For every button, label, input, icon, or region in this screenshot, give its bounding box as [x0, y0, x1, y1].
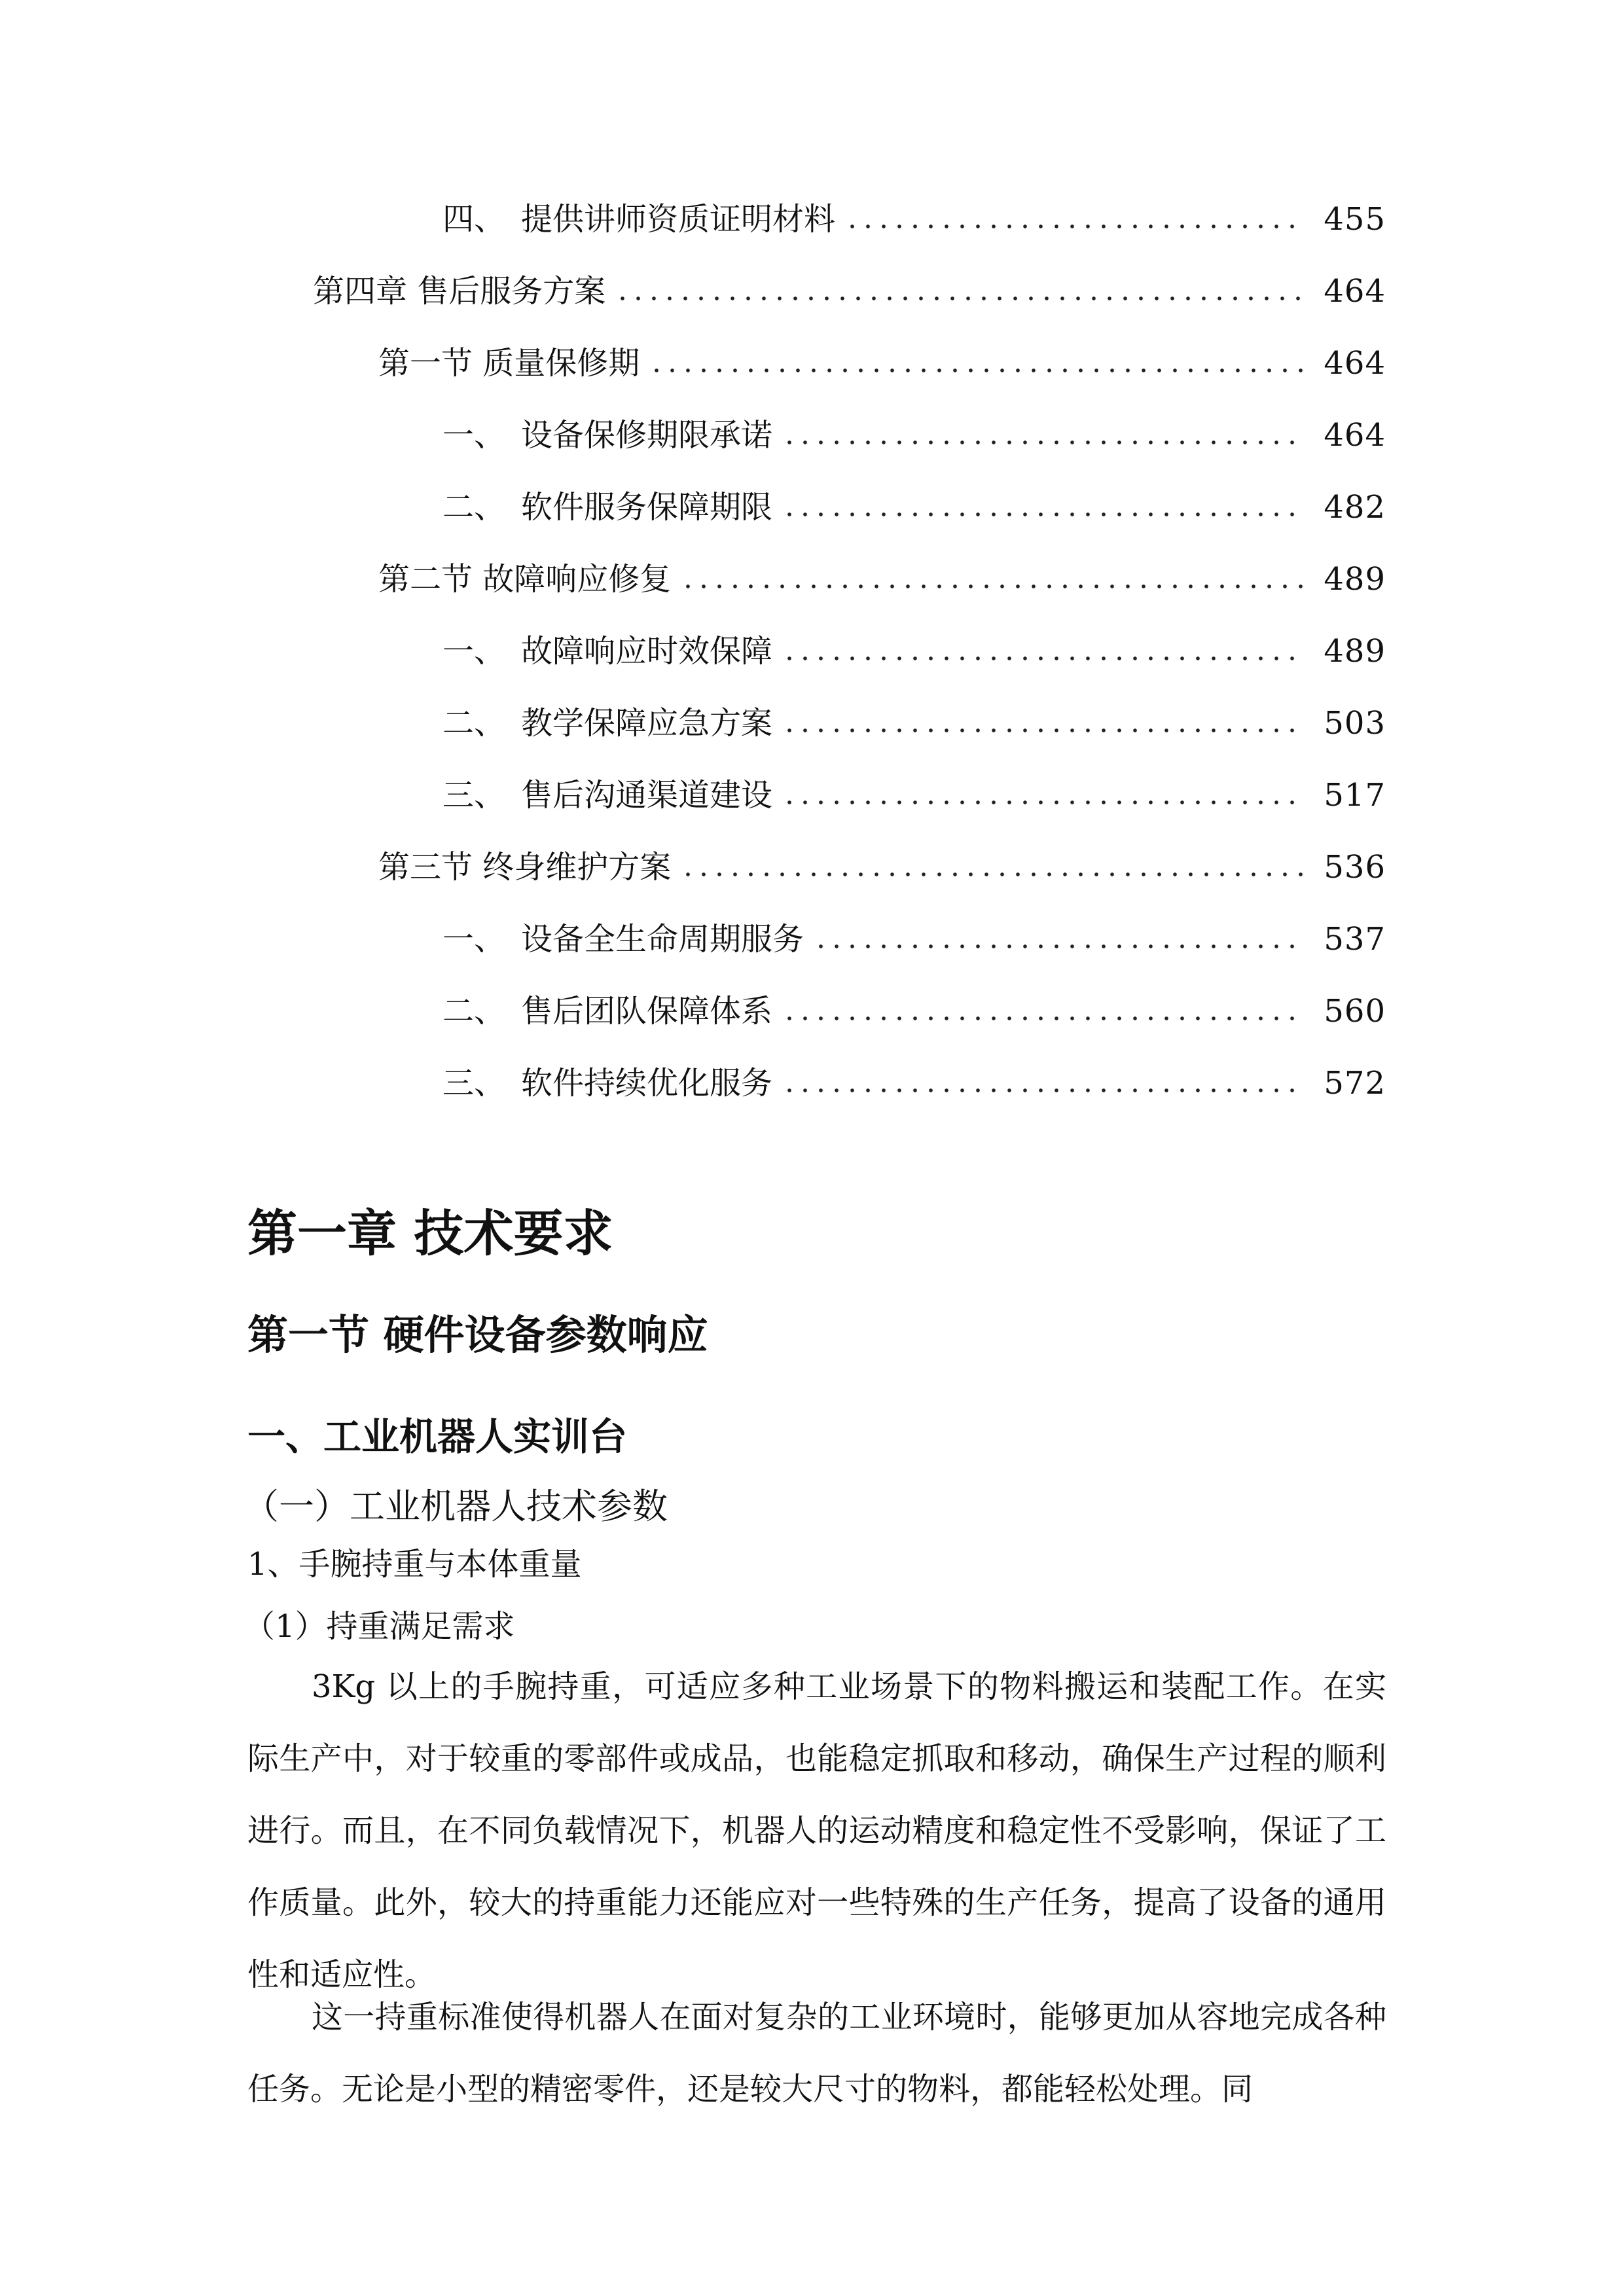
toc-entry[interactable]: [442, 769, 1386, 821]
toc-entry[interactable]: [442, 697, 1386, 749]
toc-entry-label: 售后团队保障体系: [521, 993, 773, 1030]
toc-entry-label: 第二节 故障响应修复: [378, 561, 672, 598]
toc-entry-page: 517: [1324, 777, 1386, 814]
toc-leader-dots: [615, 296, 1305, 301]
toc-entry-page: 560: [1324, 993, 1386, 1030]
toc-leader-dots: [680, 584, 1305, 589]
toc-entry-number: 一、: [442, 921, 506, 958]
toc-entry-page: 489: [1324, 561, 1386, 598]
toc-entry-number: 三、: [442, 777, 506, 814]
toc-entry[interactable]: [442, 193, 1386, 245]
body-paragraph: 3Kg 以上的手腕持重，可适应多种工业场景下的物料搬运和装配工作。在实际生产中，对于较重的零部件或成品，也能稳定抓取和移动，确保生产过程的顺利进行。而且，在不同负载情况下，机器人的运动精度和稳定性不受影响，保证了工作质量。此外，较大的持重能力还能应对一些特殊的生产任务，提高了设备的通用性和适应性。: [247, 1668, 1386, 1993]
toc-leader-dots: [782, 1088, 1305, 1093]
toc-entry-page: 537: [1324, 921, 1386, 958]
toc-leader-dots: [782, 728, 1305, 733]
toc-entry-number: 三、: [442, 1065, 506, 1102]
toc-entry-label: 第四章 售后服务方案: [313, 273, 606, 310]
toc-leader-dots: [782, 800, 1305, 805]
toc-leader-dots: [782, 512, 1305, 517]
toc-entry-label: 故障响应时效保障: [521, 633, 773, 670]
toc-entry-page: 464: [1324, 345, 1386, 382]
toc-entry[interactable]: [442, 625, 1386, 677]
toc-entry-label: 软件服务保障期限: [521, 489, 773, 526]
toc-entry-label: 设备全生命周期服务: [521, 921, 804, 958]
toc-leader-dots: [782, 1016, 1305, 1021]
toc-entry[interactable]: [442, 409, 1386, 461]
item-title: 1、手腕持重与本体重量: [247, 1546, 582, 1583]
toc-entry-page: 536: [1324, 849, 1386, 886]
toc-entry[interactable]: [442, 913, 1386, 965]
toc-entry-label: 第一节 质量保修期: [378, 345, 640, 382]
subitem-title: （1）持重满足需求: [244, 1608, 515, 1645]
toc-entry[interactable]: [378, 841, 1386, 893]
toc-leader-dots: [782, 440, 1305, 445]
toc-entry-label: 售后沟通渠道建设: [521, 777, 773, 814]
toc-entry-number: 二、: [442, 993, 506, 1030]
toc-leader-dots: [844, 224, 1305, 229]
toc-entry[interactable]: [378, 553, 1386, 605]
toc-entry-number: 二、: [442, 489, 506, 526]
toc-entry[interactable]: [442, 1057, 1386, 1109]
toc-entry-label: 设备保修期限承诺: [521, 417, 773, 454]
toc-entry-number: 四、: [442, 201, 506, 238]
toc-entry[interactable]: [313, 265, 1386, 317]
toc-leader-dots: [680, 872, 1305, 877]
toc-entry-page: 464: [1324, 273, 1386, 310]
toc-entry-label: 教学保障应急方案: [521, 705, 773, 742]
toc-entry[interactable]: [378, 337, 1386, 389]
toc-entry-page: 489: [1324, 633, 1386, 670]
chapter-title: 第一章 技术要求: [247, 1204, 613, 1263]
sub-subsection-title: （一）工业机器人技术参数: [244, 1486, 668, 1527]
toc-entry-number: 一、: [442, 417, 506, 454]
toc-leader-dots: [813, 944, 1305, 949]
toc-entry-label: 提供讲师资质证明材料: [521, 201, 836, 238]
subsection-title: 一、工业机器人实训台: [247, 1414, 628, 1459]
toc-leader-dots: [782, 656, 1305, 661]
toc-entry-label: 第三节 终身维护方案: [378, 849, 672, 886]
toc-entry-page: 464: [1324, 417, 1386, 454]
toc-entry[interactable]: [442, 481, 1386, 533]
toc-entry[interactable]: [442, 985, 1386, 1037]
toc-entry-page: 572: [1324, 1065, 1386, 1102]
body-paragraph: 这一持重标准使得机器人在面对复杂的工业环境时，能够更加从容地完成各种任务。无论是小型的精密零件，还是较大尺寸的物料，都能轻松处理。同: [247, 1999, 1386, 2108]
toc-entry-label: 软件持续优化服务: [521, 1065, 773, 1102]
toc-entry-page: 455: [1324, 201, 1386, 238]
toc-entry-page: 503: [1324, 705, 1386, 742]
toc-entry-number: 二、: [442, 705, 506, 742]
toc-leader-dots: [649, 368, 1305, 373]
section-title: 第一节 硬件设备参数响应: [247, 1311, 708, 1359]
toc-entry-page: 482: [1324, 489, 1386, 526]
toc-entry-number: 一、: [442, 633, 506, 670]
